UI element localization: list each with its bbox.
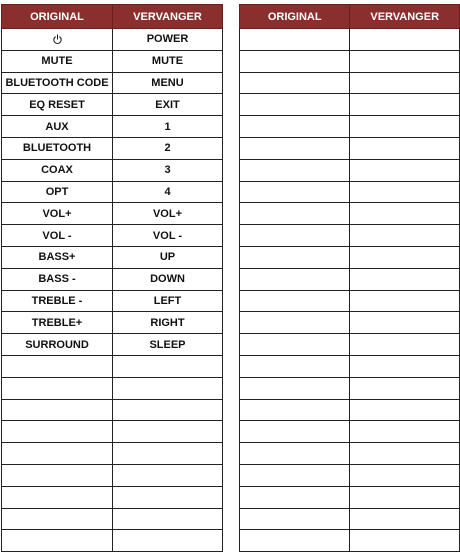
- cell-original: SURROUND: [2, 334, 113, 356]
- cell-replacement[interactable]: [350, 268, 460, 290]
- table-row: [240, 290, 460, 312]
- cell-replacement[interactable]: [350, 246, 460, 268]
- cell-original: BASS+: [2, 246, 113, 268]
- table-row: [2, 290, 223, 312]
- cell-replacement: [113, 355, 223, 377]
- cell-replacement[interactable]: [350, 421, 460, 443]
- cell-replacement: 1: [113, 116, 223, 138]
- cell-original: AUX: [2, 116, 113, 138]
- table-row: [240, 377, 460, 399]
- cell-original[interactable]: [240, 246, 350, 268]
- cell-replacement: SLEEP: [113, 334, 223, 356]
- table-row: [2, 203, 223, 225]
- cell-replacement: 4: [113, 181, 223, 203]
- table-row: [2, 486, 223, 508]
- cell-original: [2, 443, 113, 465]
- cell-replacement[interactable]: [350, 225, 460, 247]
- cell-replacement: 2: [113, 137, 223, 159]
- cell-original: [2, 508, 113, 530]
- table-row: [240, 399, 460, 421]
- table-row: [240, 312, 460, 334]
- cell-replacement[interactable]: [350, 159, 460, 181]
- cell-replacement[interactable]: [350, 50, 460, 72]
- cell-replacement[interactable]: [350, 355, 460, 377]
- cell-replacement[interactable]: [350, 486, 460, 508]
- table-row: [2, 464, 223, 486]
- cell-original[interactable]: [240, 290, 350, 312]
- cell-original: VOL -: [2, 225, 113, 247]
- cell-original: [2, 486, 113, 508]
- table-row: [240, 159, 460, 181]
- table-row: [240, 486, 460, 508]
- table-row: [240, 94, 460, 116]
- cell-replacement[interactable]: [350, 116, 460, 138]
- table-row: [2, 443, 223, 465]
- cell-replacement: [113, 486, 223, 508]
- cell-replacement[interactable]: [350, 137, 460, 159]
- cell-original[interactable]: [240, 159, 350, 181]
- table-row: [2, 334, 223, 356]
- table-row: [240, 246, 460, 268]
- cell-original: BASS -: [2, 268, 113, 290]
- cell-original[interactable]: [240, 268, 350, 290]
- cell-original: [2, 530, 113, 552]
- cell-replacement: [113, 377, 223, 399]
- cell-replacement: LEFT: [113, 290, 223, 312]
- left-header-replacement: VERVANGER: [113, 5, 223, 29]
- cell-original[interactable]: [240, 334, 350, 356]
- cell-original: BLUETOOTH: [2, 137, 113, 159]
- table-row: [2, 377, 223, 399]
- cell-original: BLUETOOTH CODE: [2, 72, 113, 94]
- cell-replacement: MUTE: [113, 50, 223, 72]
- cell-original[interactable]: [240, 203, 350, 225]
- cell-replacement: [113, 421, 223, 443]
- cell-original: OPT: [2, 181, 113, 203]
- cell-replacement[interactable]: [350, 464, 460, 486]
- table-row: [2, 399, 223, 421]
- table-row: [240, 464, 460, 486]
- cell-original[interactable]: [240, 421, 350, 443]
- table-row: [240, 508, 460, 530]
- cell-original[interactable]: [240, 50, 350, 72]
- cell-original[interactable]: [240, 72, 350, 94]
- table-row: [2, 94, 223, 116]
- table-row: [240, 72, 460, 94]
- cell-replacement[interactable]: [350, 530, 460, 552]
- cell-original[interactable]: [240, 225, 350, 247]
- cell-replacement: [113, 399, 223, 421]
- table-row: [2, 225, 223, 247]
- table-row: [2, 50, 223, 72]
- cell-replacement: [113, 508, 223, 530]
- cell-replacement: UP: [113, 246, 223, 268]
- table-row: [2, 508, 223, 530]
- cell-original: [2, 29, 113, 51]
- cell-original[interactable]: [240, 486, 350, 508]
- table-row: [2, 72, 223, 94]
- cell-replacement[interactable]: [350, 443, 460, 465]
- table-row: [2, 137, 223, 159]
- cell-replacement: RIGHT: [113, 312, 223, 334]
- cell-original[interactable]: [240, 94, 350, 116]
- cell-replacement: VOL -: [113, 225, 223, 247]
- cell-original[interactable]: [240, 116, 350, 138]
- table-row: [240, 355, 460, 377]
- cell-replacement: MENU: [113, 72, 223, 94]
- cell-original[interactable]: [240, 530, 350, 552]
- cell-replacement: [113, 443, 223, 465]
- cell-replacement: EXIT: [113, 94, 223, 116]
- table-row: [2, 355, 223, 377]
- table-row: [2, 29, 223, 51]
- table-row: [240, 268, 460, 290]
- table-row: [240, 225, 460, 247]
- right-header-original: ORIGINAL: [240, 5, 350, 29]
- cell-original[interactable]: [240, 312, 350, 334]
- cell-original[interactable]: [240, 181, 350, 203]
- table-row: [240, 116, 460, 138]
- cell-original: [2, 464, 113, 486]
- table-row: [240, 181, 460, 203]
- cell-original[interactable]: [240, 29, 350, 51]
- cell-replacement: POWER: [113, 29, 223, 51]
- cell-replacement: 3: [113, 159, 223, 181]
- table-row: [2, 116, 223, 138]
- cell-replacement: [113, 530, 223, 552]
- cell-original[interactable]: [240, 355, 350, 377]
- table-row: [240, 334, 460, 356]
- cell-original[interactable]: [240, 399, 350, 421]
- cell-replacement[interactable]: [350, 334, 460, 356]
- cell-original[interactable]: [240, 464, 350, 486]
- table-row: [240, 203, 460, 225]
- right-header-row: [240, 5, 460, 29]
- table-row: [240, 530, 460, 552]
- right-mapping-table: [239, 4, 460, 552]
- cell-replacement: VOL+: [113, 203, 223, 225]
- cell-original: COAX: [2, 159, 113, 181]
- table-row: [240, 137, 460, 159]
- cell-replacement[interactable]: [350, 399, 460, 421]
- cell-replacement[interactable]: [350, 508, 460, 530]
- cell-replacement[interactable]: [350, 29, 460, 51]
- cell-replacement[interactable]: [350, 72, 460, 94]
- cell-original: TREBLE+: [2, 312, 113, 334]
- cell-replacement[interactable]: [350, 203, 460, 225]
- cell-replacement[interactable]: [350, 290, 460, 312]
- cell-original[interactable]: [240, 443, 350, 465]
- left-mapping-table: [1, 4, 223, 552]
- cell-original: [2, 399, 113, 421]
- power-icon: [52, 34, 63, 45]
- table-row: [2, 181, 223, 203]
- table-row: [240, 421, 460, 443]
- cell-original: TREBLE -: [2, 290, 113, 312]
- table-row: [2, 312, 223, 334]
- cell-original[interactable]: [240, 508, 350, 530]
- table-row: [2, 530, 223, 552]
- table-row: [240, 29, 460, 51]
- left-header-row: [2, 5, 223, 29]
- cell-original: [2, 355, 113, 377]
- cell-original: [2, 421, 113, 443]
- right-header-replacement: VERVANGER: [350, 5, 460, 29]
- table-row: [240, 50, 460, 72]
- cell-replacement: DOWN: [113, 268, 223, 290]
- cell-original[interactable]: [240, 377, 350, 399]
- table-row: [2, 421, 223, 443]
- cell-replacement[interactable]: [350, 377, 460, 399]
- cell-original: MUTE: [2, 50, 113, 72]
- cell-replacement[interactable]: [350, 312, 460, 334]
- cell-original: [2, 377, 113, 399]
- cell-replacement[interactable]: [350, 181, 460, 203]
- cell-original: EQ RESET: [2, 94, 113, 116]
- cell-replacement[interactable]: [350, 94, 460, 116]
- table-row: [2, 159, 223, 181]
- cell-replacement: [113, 464, 223, 486]
- left-header-original: ORIGINAL: [2, 5, 113, 29]
- table-row: [240, 443, 460, 465]
- cell-original[interactable]: [240, 137, 350, 159]
- table-row: [2, 268, 223, 290]
- cell-original: VOL+: [2, 203, 113, 225]
- table-row: [2, 246, 223, 268]
